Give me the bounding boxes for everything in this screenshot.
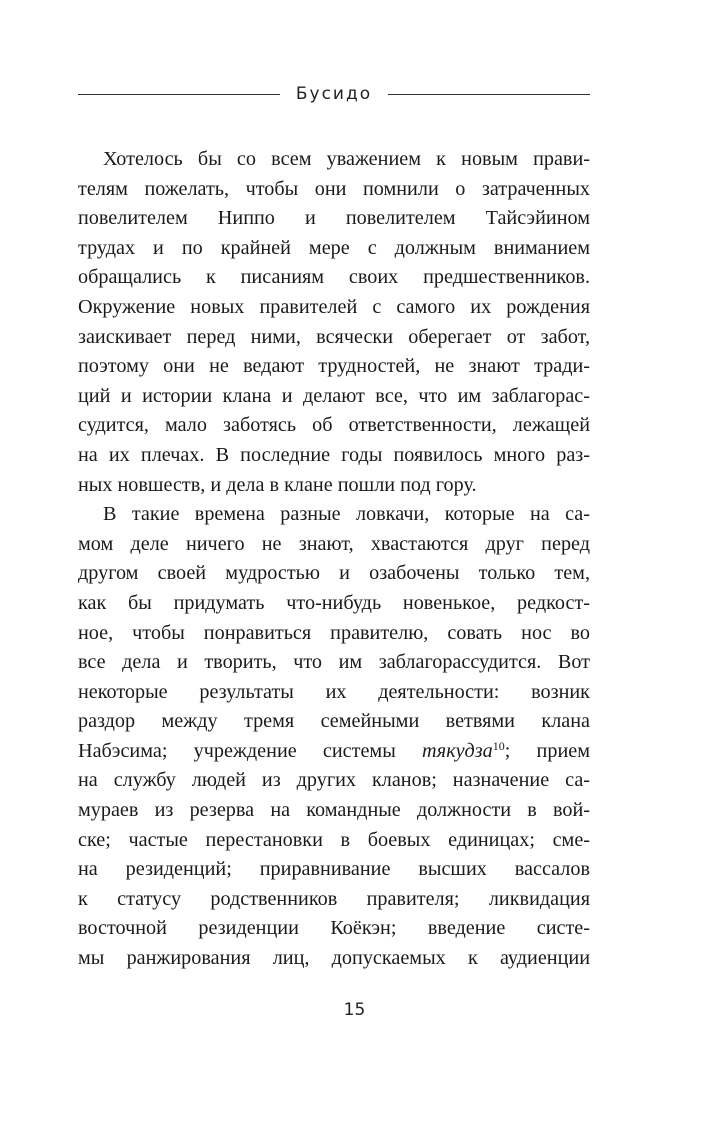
paragraph-1 — [78, 145, 590, 500]
text-line: ное, чтобы понравиться правителю, совать нос во — [78, 621, 590, 644]
footnote-ref[interactable]: 10 — [492, 738, 505, 753]
text-line: восточной резиденции Коёкэн; введение систе- — [78, 917, 590, 940]
text-line: обращались к писаниям своих предшественников. — [78, 266, 590, 289]
header-rule-right — [388, 94, 590, 95]
text-line: на резиденций; приравнивание высших вассалов — [78, 858, 590, 881]
text-line: на их плечах. В последние годы появилось много раз- — [78, 443, 590, 466]
text-line: другом своей мудростью и озабочены только тем, — [78, 562, 590, 585]
text-line: Хотелось бы со всем уважением к новым прави- — [103, 148, 590, 170]
text-line: ных новшеств, и дела в клане пошли под гору. — [78, 473, 477, 496]
text-line-with-term — [78, 737, 590, 767]
text-line: некоторые результаты их деятельности: возник — [78, 680, 590, 703]
running-head-title: Бусидо — [295, 84, 373, 104]
text-line: ций и истории клана и делают все, что им заблагорас- — [78, 384, 590, 407]
body-text — [78, 145, 590, 974]
text-line: мураев из резерва на командные должности в вой- — [78, 799, 590, 822]
text-line: на службу людей из других кланов; назначение са- — [78, 769, 590, 792]
text-line: мы ранжирования лиц, допускаемых к аудиенции — [78, 947, 590, 970]
text-line: мом деле ничего не знают, хвастаются друг перед — [78, 532, 590, 555]
paragraph-2 — [78, 500, 590, 974]
text-line: раздор между тремя семейными ветвями клана — [78, 710, 590, 733]
text-line: Окружение новых правителей с самого их рождения — [78, 295, 590, 318]
term-chakudza: тякудза — [421, 739, 493, 762]
running-head — [78, 80, 590, 108]
text-line: как бы придумать что-нибудь новенькое, редкост- — [78, 591, 590, 614]
header-rule-left — [78, 94, 280, 95]
text-line: ске; частые перестановки в боевых единицах; сме- — [78, 828, 590, 851]
text-line: к статусу родственников правителя; ликвидация — [78, 887, 590, 910]
page-number: 15 — [343, 1000, 366, 1020]
text-line: все дела и творить, что им заблагорассудится. Вот — [78, 651, 590, 674]
term-line-before: Набэсима; учреждение системы — [78, 739, 422, 762]
text-line: судится, мало заботясь об ответственности, лежащей — [78, 414, 590, 437]
term-line-after: ; прием — [504, 739, 590, 762]
text-line: В такие времена разные ловкачи, которые на са- — [103, 503, 590, 526]
text-line: телям пожелать, чтобы они помнили о затраченных — [78, 177, 590, 200]
text-line: повелителем Ниппо и повелителем Тайсэйином — [78, 207, 590, 230]
text-line: поэтому они не ведают трудностей, не знают тради- — [78, 355, 590, 378]
text-line: заискивает перед ними, всячески оберегает от забот, — [78, 325, 590, 348]
text-line: трудах и по крайней мере с должным вниманием — [78, 236, 590, 259]
